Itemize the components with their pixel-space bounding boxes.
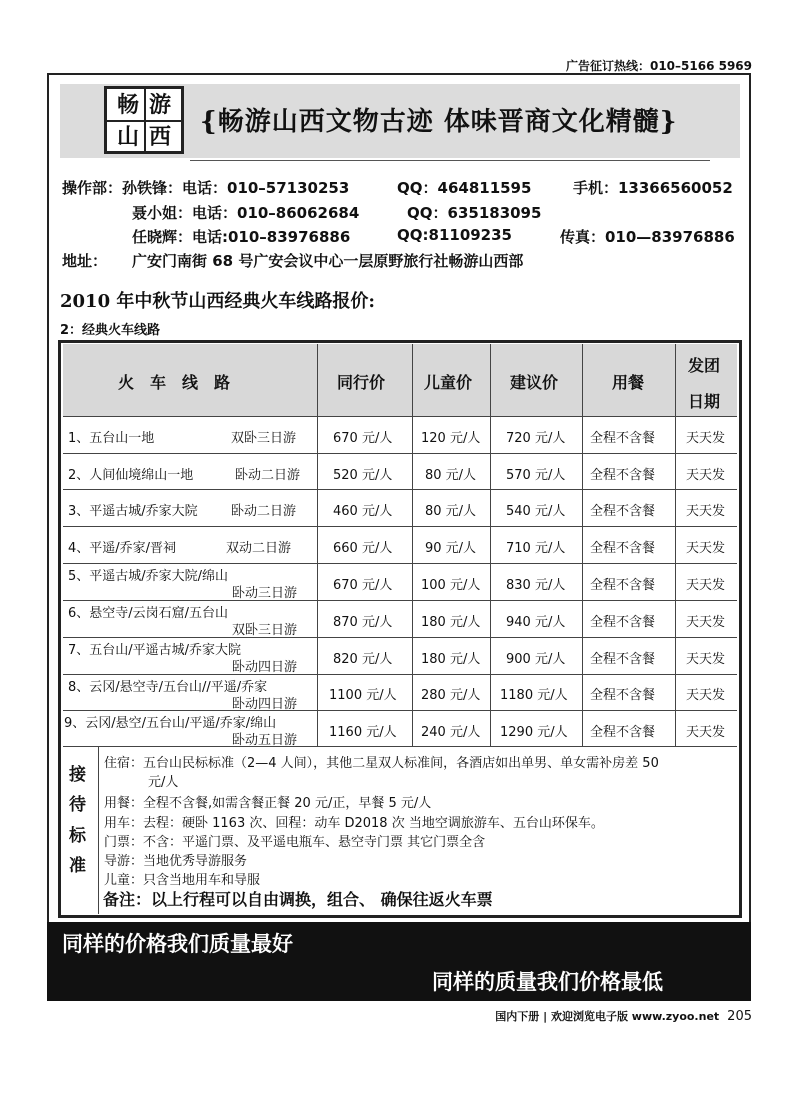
standards-label-4: 准 [69,856,86,876]
contact-sun-phone: 操作部：孙铁锋：电话：010–57130253 [62,179,350,197]
row-2-tag: 卧动二日游 [235,468,301,483]
section-subheading: 2：经典火车线路 [60,323,161,338]
page-number: 205 [727,1009,752,1024]
header-suggest-price: 建议价 [510,373,559,392]
row-2-date: 天天发 [686,468,726,483]
row-6-peer: 870 元/人 [333,615,393,630]
contact-nie-phone: 聂小姐：电话：010–86062684 [132,204,360,222]
row-5-tag: 卧动三日游 [232,586,298,601]
row-1-route: 1、五台山一地 [68,431,155,446]
standards-children: 儿童：只含当地用车和导服 [104,873,261,888]
row-6-route: 6、悬空寺/云岗石窟/五台山 [68,606,229,621]
page-footer [495,1008,752,1024]
row-4-route: 4、平遥/乔家/晋祠 [68,541,177,556]
standards-tickets: 门票：不含：平遥门票、及平遥电瓶车、悬空寺门票 其它门票全含 [104,835,486,850]
row-2-peer: 520 元/人 [333,468,393,483]
row-3-route: 3、平遥古城/乔家大院 [68,504,198,519]
row-7-peer: 820 元/人 [333,652,393,667]
section-heading: 2010 年中秋节山西经典火车线路报价: [60,291,376,312]
row-3-tag: 卧动二日游 [231,504,297,519]
row-4-suggest: 710 元/人 [506,541,566,556]
row-1-date: 天天发 [686,431,726,446]
row-2-route: 2、人间仙境绵山一地 [68,468,194,483]
row-3-suggest: 540 元/人 [506,504,566,519]
standards-lodging: 住宿：五台山民标标准（2—4 人间），其他二星双人标准间，各酒店如出单男、单女需补房差 50 [104,756,659,771]
row-4-peer: 660 元/人 [333,541,393,556]
row-4-child: 90 元/人 [425,541,477,556]
ad-hotline: 广告征订热线：010–5166 5969 [565,59,752,73]
row-5-child: 100 元/人 [421,578,481,593]
row-1-child: 120 元/人 [421,431,481,446]
standards-meals: 用餐：全程不含餐,如需含餐正餐 20 元/正，早餐 5 元/人 [104,796,432,811]
header-route: 火 车 线 路 [118,373,231,392]
slogan-quality: 同样的价格我们质量最好 [62,931,293,956]
logo-char-2: 游 [149,92,172,118]
row-8-date: 天天发 [686,688,726,703]
row-4-date: 天天发 [686,541,726,556]
contact-fax: 传真：010—83976886 [560,228,735,246]
row-5-route: 5、平遥古城/乔家大院/绵山 [68,569,229,584]
header-date-2: 日期 [688,392,721,411]
header-date-1: 发团 [688,356,721,375]
banner-rule [190,160,710,161]
header-peer-price: 同行价 [337,373,386,392]
row-7-tag: 卧动四日游 [232,660,298,675]
slogan-price: 同样的质量我们价格最低 [432,969,663,994]
row-4-tag: 双动二日游 [226,541,292,556]
standards-transport: 用车：去程：硬卧 1163 次、回程：动车 D2018 次 当地空调旅游车、五台山环保车。 [104,816,604,831]
row-1-meal: 全程不含餐 [590,431,656,446]
row-7-meal: 全程不含餐 [590,652,656,667]
row-5-date: 天天发 [686,578,726,593]
footer-text: 国内下册 | 欢迎浏览电子版 www.zyoo.net [495,1010,720,1023]
row-1-tag: 双卧三日游 [231,431,297,446]
row-9-peer: 1160 元/人 [329,725,397,740]
row-9-route: 9、云冈/悬空/五台山/平遥/乔家/绵山 [64,716,277,731]
row-6-suggest: 940 元/人 [506,615,566,630]
contact-sun-qq: QQ：464811595 [397,179,532,197]
row-1-suggest: 720 元/人 [506,431,566,446]
contact-nie-qq: QQ：635183095 [407,204,542,222]
row-3-date: 天天发 [686,504,726,519]
contact-ren-phone: 任晓辉：电话:010–83976886 [132,228,351,246]
row-8-child: 280 元/人 [421,688,481,703]
row-8-meal: 全程不含餐 [590,688,656,703]
row-4-meal: 全程不含餐 [590,541,656,556]
header-meal: 用餐 [612,373,645,392]
row-9-date: 天天发 [686,725,726,740]
row-9-tag: 卧动五日游 [232,733,298,748]
address-label: 地址： [62,252,108,270]
row-1-peer: 670 元/人 [333,431,393,446]
row-7-suggest: 900 元/人 [506,652,566,667]
row-3-child: 80 元/人 [425,504,477,519]
row-3-peer: 460 元/人 [333,504,393,519]
row-9-meal: 全程不含餐 [590,725,656,740]
row-8-suggest: 1180 元/人 [500,688,568,703]
standards-guide: 导游：当地优秀导游服务 [104,854,248,869]
row-2-meal: 全程不含餐 [590,468,656,483]
row-7-route: 7、五台山/平遥古城/乔家大院 [68,643,242,658]
row-5-peer: 670 元/人 [333,578,393,593]
row-7-date: 天天发 [686,652,726,667]
row-6-child: 180 元/人 [421,615,481,630]
contact-ren-qq: QQ:81109235 [397,226,512,244]
row-6-date: 天天发 [686,615,726,630]
standards-label-2: 待 [69,795,86,815]
row-6-tag: 双卧三日游 [232,623,298,638]
remark: 备注：以上行程可以自由调换，组合、 确保往返火车票 [103,890,493,909]
logo-char-1: 畅 [117,92,140,118]
standards-label-3: 标 [69,826,86,846]
row-2-suggest: 570 元/人 [506,468,566,483]
row-9-suggest: 1290 元/人 [500,725,568,740]
standards-lodging-cont: 元/人 [148,775,179,790]
row-3-meal: 全程不含餐 [590,504,656,519]
contact-sun-mobile: 手机：13366560052 [573,179,733,197]
address: 广安门南街 68 号广安会议中心一层原野旅行社畅游山西部 [132,252,524,270]
row-8-tag: 卧动四日游 [232,697,298,712]
row-6-meal: 全程不含餐 [590,615,656,630]
row-7-child: 180 元/人 [421,652,481,667]
header-child-price: 儿童价 [424,373,473,392]
row-8-peer: 1100 元/人 [329,688,397,703]
row-5-meal: 全程不含餐 [590,578,656,593]
logo [104,86,184,154]
standards-label-1: 接 [69,765,86,785]
row-8-route: 8、云冈/悬空寺/五台山//平遥/乔家 [68,680,268,695]
logo-char-4: 西 [149,124,172,150]
logo-char-3: 山 [117,124,140,150]
row-9-child: 240 元/人 [421,725,481,740]
row-5-suggest: 830 元/人 [506,578,566,593]
slogan: {畅游山西文物古迹 体味晋商文化精髓} [200,107,678,137]
row-2-child: 80 元/人 [425,468,477,483]
